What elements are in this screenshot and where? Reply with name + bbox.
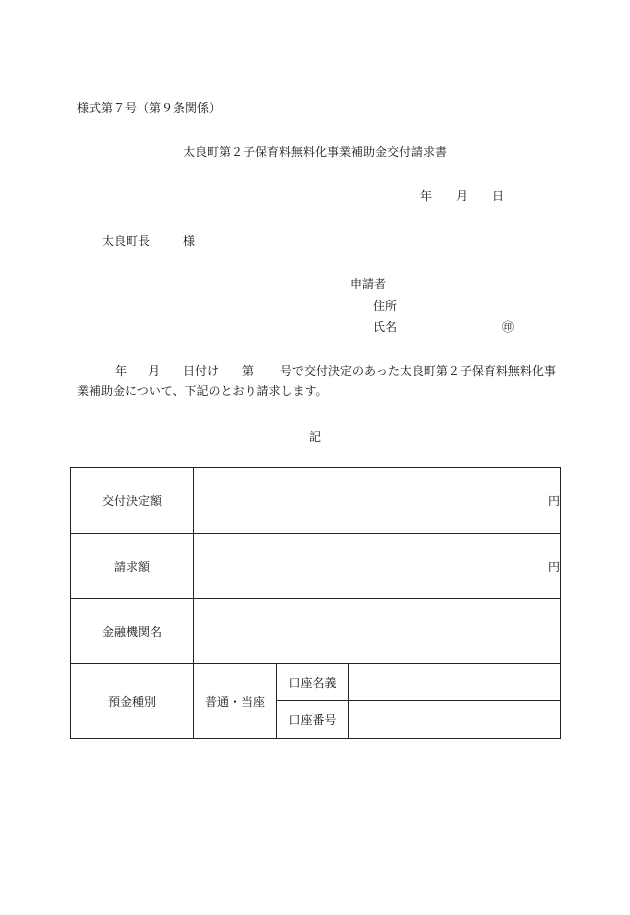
request-amount-field[interactable] xyxy=(194,534,561,599)
account-holder-field[interactable] xyxy=(349,664,561,701)
request-amount-label: 請求額 xyxy=(71,534,194,599)
request-form-table xyxy=(70,467,561,739)
address-label: 住所 xyxy=(373,299,398,313)
applicant-label: 申請者 xyxy=(350,277,387,291)
bank-name-label: 金融機関名 xyxy=(71,599,194,664)
body-line2: 業補助金について、下記のとおり請求します。 xyxy=(77,384,328,398)
note-mark: 記 xyxy=(308,430,321,444)
addressee-honorific: 様 xyxy=(183,234,196,248)
decision-amount-field[interactable] xyxy=(194,468,561,534)
seal-mark: ㊞ xyxy=(502,320,515,334)
body-number-prefix: 第 xyxy=(242,364,255,378)
request-amount-unit: 円 xyxy=(547,559,560,574)
body-month: 月 xyxy=(148,364,161,378)
account-holder-label: 口座名義 xyxy=(277,664,349,701)
bank-name-row xyxy=(71,599,561,664)
addressee-name: 太良町長 xyxy=(102,234,151,248)
body-line1-rest: 号で交付決定のあった太良町第２子保育料無料化事 xyxy=(280,364,556,378)
request-amount-row xyxy=(71,534,561,599)
account-number-label: 口座番号 xyxy=(277,701,349,739)
decision-amount-unit: 円 xyxy=(547,494,560,508)
date-year: 年 xyxy=(420,189,433,203)
account-number-field[interactable] xyxy=(349,701,561,739)
deposit-type-options[interactable]: 普通・当座 xyxy=(194,664,277,739)
form-number: 様式第７号（第９条関係） xyxy=(77,101,222,115)
body-year: 年 xyxy=(115,364,128,378)
name-label: 氏名 xyxy=(373,320,398,334)
date-day: 日 xyxy=(492,189,505,203)
date-month: 月 xyxy=(456,189,469,203)
decision-amount-row xyxy=(71,468,561,534)
deposit-type-label: 預金種別 xyxy=(71,664,194,739)
bank-name-field[interactable] xyxy=(194,599,561,664)
page-title: 太良町第２子保育料無料化事業補助金交付請求書 xyxy=(182,145,447,159)
body-date-suffix: 日付け xyxy=(183,364,220,378)
decision-amount-label: 交付決定額 xyxy=(71,468,194,534)
account-holder-row xyxy=(71,664,561,701)
